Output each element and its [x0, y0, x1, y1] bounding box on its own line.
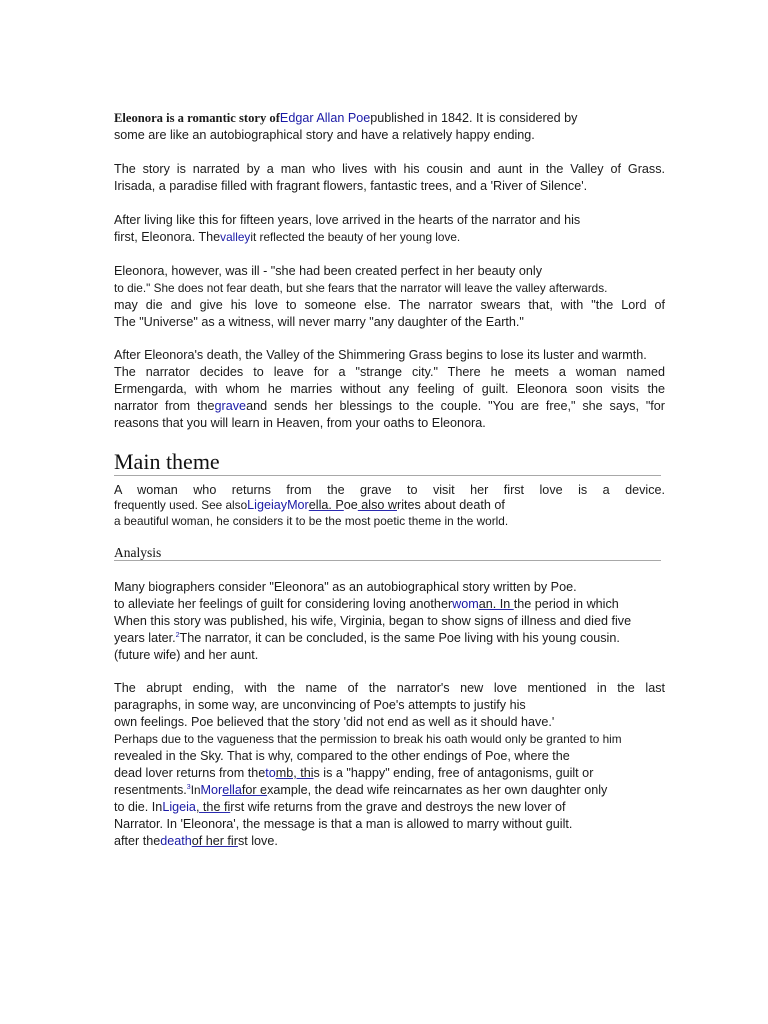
- grave-link[interactable]: grave: [214, 399, 247, 413]
- analysis-heading: Analysis: [114, 545, 162, 560]
- p2-line-2: Irisada, a paradise filled with fragrant flowers, fantastic trees, and a 'River of Silence'.: [114, 179, 588, 193]
- p5-text: narrator from the: [114, 399, 215, 413]
- after-text: after the: [114, 834, 161, 848]
- valley-link[interactable]: valley: [220, 230, 251, 244]
- p3-line-2: [114, 229, 460, 246]
- main-theme-line-2: [114, 497, 505, 514]
- p5-line-3: Ermengarda, with whom he marries without any feeling of guilt. Eleonora soon visits the: [114, 382, 665, 396]
- first-love-underline: of her fir: [191, 834, 238, 848]
- p3-text-small: it reflected the beauty of her young love.: [250, 230, 461, 244]
- woman-link[interactable]: wom: [452, 597, 479, 611]
- first-wife-text: rst wife returns from the grave and destroys the new lover of: [230, 800, 566, 814]
- woman-underline: an. In: [478, 597, 514, 611]
- p5-text-2: and sends her blessings to the couple. "You are free," she says, "for: [246, 399, 665, 413]
- p4-line-4: The "Universe" as a witness, will never marry "any daughter of the Earth.": [114, 315, 524, 329]
- tomb-link[interactable]: to: [265, 766, 276, 780]
- p5-line-1: After Eleonora's death, the Valley of the Shimmering Grass begins to lose its luster and warmth.: [114, 348, 647, 362]
- analysis-p2-line-4: Perhaps due to the vagueness that the permission to break his oath would only be granted to him: [114, 732, 622, 746]
- analysis-p2-line-8: [114, 799, 566, 816]
- happy-ending-text: s is a "happy" ending, free of antagonisms, guilt or: [313, 766, 594, 780]
- see-also-text: frequently used. See also: [114, 498, 248, 512]
- p4-line-2: to die." She does not fear death, but she fears that the narrator will leave the valley afterwards.: [114, 281, 608, 295]
- writes-underline: also w: [357, 498, 397, 512]
- tomb-underline: mb, thi: [275, 766, 314, 780]
- analysis-p2-line-5: revealed in the Sky. That is why, compared to the other endings of Poe, where the: [114, 749, 570, 763]
- p5-line-2: The narrator decides to leave for a "strange city." There he meets a woman named: [114, 365, 665, 379]
- p5-line-4: [114, 398, 665, 415]
- analysis-p1-line-3: When this story was published, his wife, Virginia, began to show signs of illness and died five: [114, 614, 632, 628]
- morella-link-2[interactable]: Mor: [200, 783, 223, 797]
- analysis-text: to alleviate her feelings of guilt for considering loving another: [114, 597, 453, 611]
- in-text: In: [190, 783, 201, 797]
- ligeia-link-2[interactable]: Ligeia: [162, 800, 196, 814]
- main-theme-heading: Main theme: [114, 449, 220, 474]
- analysis-p2-line-2: paragraphs, in some way, are unconvincing of Poe's attempts to justify his: [114, 698, 526, 712]
- analysis-p2-line-9: Narrator. In 'Eleonora', the message is that a man is allowed to marry without guilt.: [114, 817, 573, 831]
- footnote-3-link[interactable]: 3: [186, 783, 191, 791]
- reincarnates-text: xample, the dead wife reincarnates as her own daughter only: [267, 783, 608, 797]
- dead-lover-text: dead lover returns from the: [114, 766, 266, 780]
- intro-line-1: [114, 110, 577, 127]
- p4-line-1: Eleonora, however, was ill - "she had been created perfect in her beauty only: [114, 264, 543, 278]
- first-wife-underline: , the fi: [195, 800, 231, 814]
- analysis-p2-line-7: [114, 782, 607, 799]
- footnote-2-link[interactable]: 2: [175, 631, 180, 639]
- morella-link[interactable]: Mor: [287, 498, 309, 512]
- main-theme-line-3: a beautiful woman, he considers it to be the most poetic theme in the world.: [114, 514, 509, 528]
- main-theme-line-1: A woman who returns from the grave to visit her first love is a device.: [114, 483, 665, 497]
- analysis-p2-line-6: [114, 765, 593, 782]
- first-love-text: st love.: [237, 834, 278, 848]
- analysis-divider: [114, 560, 661, 561]
- analysis-p1-line-4: [114, 630, 620, 647]
- narrator-text: The narrator, it can be concluded, is the same Poe living with his young cousin.: [179, 631, 620, 645]
- for-example-underline: for e: [241, 783, 268, 797]
- p3-line-1: After living like this for fifteen years, love arrived in the hearts of the narrator and his: [114, 213, 581, 227]
- death-link[interactable]: death: [160, 834, 192, 848]
- analysis-p1-line-2: [114, 596, 619, 613]
- intro-line-2: some are like an autobiographical story and have a relatively happy ending.: [114, 128, 535, 142]
- writes-text: rites about death of: [397, 498, 505, 512]
- p2-line-1: The story is narrated by a man who lives with his cousin and aunt in the Valley of Grass.: [114, 162, 665, 176]
- intro-text: published in 1842. It is considered by: [370, 111, 578, 125]
- morella-underline: ella. P: [308, 498, 344, 512]
- p3-text: first, Eleonora. The: [114, 230, 221, 244]
- p5-line-5: reasons that you will learn in Heaven, from your oaths to Eleonora.: [114, 416, 486, 430]
- p4-line-3: may die and give his love to someone else. The narrator swears that, with "the Lord of: [114, 298, 665, 312]
- to-die-text: to die. In: [114, 800, 163, 814]
- analysis-text-2: the period in which: [513, 597, 619, 611]
- analysis-p2-line-10: [114, 833, 278, 850]
- years-text: years later.: [114, 631, 176, 645]
- resentments-text: resentments.: [114, 783, 187, 797]
- ligeia-link[interactable]: Ligeia: [247, 498, 281, 512]
- analysis-p2-line-1: The abrupt ending, with the name of the narrator's new love mentioned in the last: [114, 681, 665, 695]
- poe-text: oe: [343, 498, 358, 512]
- main-theme-divider: [114, 475, 661, 476]
- morella-underline-2: ella: [222, 783, 242, 797]
- poe-link[interactable]: Edgar Allan Poe: [279, 111, 371, 125]
- analysis-p1-line-5: (future wife) and her aunt.: [114, 648, 259, 662]
- analysis-p1-line-1: Many biographers consider "Eleonora" as an autobiographical story written by Poe.: [114, 580, 577, 594]
- analysis-p2-line-3: own feelings. Poe believed that the story 'did not end as well as it should have.': [114, 715, 555, 729]
- conjunction-text: y: [280, 498, 288, 512]
- intro-lead-text: Eleonora is a romantic story of: [114, 111, 280, 125]
